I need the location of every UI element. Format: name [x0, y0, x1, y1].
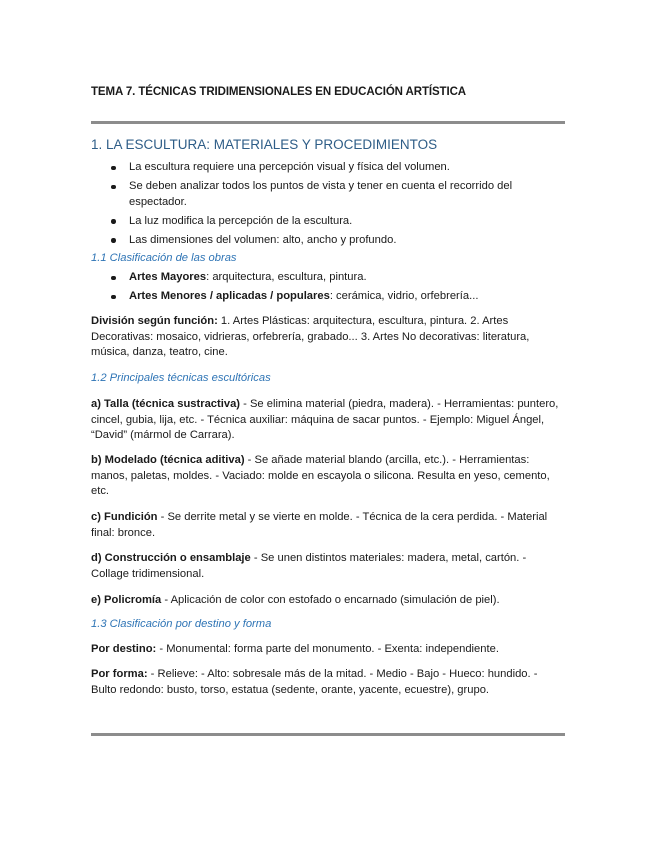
division-term: División según función:	[91, 315, 218, 327]
document-title: TEMA 7. TÉCNICAS TRIDIMENSIONALES EN EDUCACIÓN ARTÍSTICA	[91, 86, 466, 98]
bullet-icon	[111, 219, 116, 224]
division-text: 1. Artes Plásticas: arquitectura, escultura, pintura. 2. Artes Decorativas: mosaico, vidrieras, orfebrería, grabado... 3. Artes No decorativas: literatura, música, danza, teatro, cine.	[91, 315, 530, 358]
technique-text: - Aplicación de color con estofado o encarnado (simulación de piel).	[161, 594, 500, 606]
technique-term: b) Modelado (técnica aditiva)	[91, 454, 245, 466]
list-item	[91, 214, 565, 230]
bullet-icon	[111, 166, 116, 171]
technique-term: d) Construcción o ensamblaje	[91, 552, 251, 564]
bottom-divider	[91, 733, 565, 736]
technique-text: - Se derrite metal y se vierte en molde. - Técnica de la cera perdida. - Material final: bronce.	[91, 511, 548, 539]
classification-list	[91, 270, 565, 305]
technique-term: e) Policromía	[91, 594, 162, 606]
technique-paragraph-policromia	[91, 593, 565, 609]
technique-text: - Se unen distintos materiales: madera, metal, cartón. - Collage tridimensional.	[91, 552, 527, 580]
list-item-text: : cerámica, vidrio, orfebrería...	[329, 290, 479, 302]
bullet-icon	[111, 276, 116, 281]
list-item-text: La escultura requiere una percepción visual y física del volumen.	[129, 161, 450, 173]
subsection-1-1-heading: 1.1 Clasificación de las obras	[91, 252, 237, 264]
bullet-icon	[111, 238, 116, 243]
technique-paragraph-construccion	[91, 551, 565, 582]
list-item	[91, 160, 565, 176]
destino-text: - Monumental: forma parte del monumento. - Exenta: independiente.	[156, 643, 499, 655]
section-1-heading: 1. LA ESCULTURA: MATERIALES Y PROCEDIMIENTOS	[91, 137, 438, 152]
destino-term: Por destino:	[91, 643, 157, 655]
list-item-term: Artes Mayores	[129, 271, 207, 283]
technique-paragraph-fundicion	[91, 510, 565, 541]
bullet-icon	[111, 295, 116, 300]
technique-term: c) Fundición	[91, 511, 158, 523]
list-item-text: : arquitectura, escultura, pintura.	[206, 271, 367, 283]
subsection-1-2-heading: 1.2 Principales técnicas escultóricas	[91, 372, 271, 384]
forma-term: Por forma:	[91, 668, 148, 680]
technique-paragraph-modelado	[91, 453, 565, 500]
technique-term: a) Talla (técnica sustractiva)	[91, 398, 241, 410]
destino-paragraph	[91, 642, 565, 658]
technique-text: - Se añade material blando (arcilla, etc.). - Herramientas: manos, paletas, moldes. - Vaciado: molde en escayola o silicona. Resulta en yeso, cemento, etc.	[91, 454, 550, 497]
list-item-term: Artes Menores / aplicadas / populares	[129, 290, 330, 302]
technique-paragraph-talla	[91, 397, 565, 444]
list-item	[91, 289, 565, 305]
list-item-text: Las dimensiones del volumen: alto, ancho y profundo.	[129, 233, 397, 246]
list-item	[91, 233, 565, 249]
technique-text: - Se elimina material (piedra, madera). - Herramientas: puntero, cincel, gubia, lija, etc. - Técnica auxiliar: máquina de sacar puntos. - Ejemplo: Miguel Ángel, “David” (mármol de Carrara).	[91, 398, 559, 441]
bullet-icon	[111, 185, 116, 190]
division-paragraph	[91, 314, 565, 361]
list-item-text: La luz modifica la percepción de la escultura.	[129, 214, 353, 227]
list-item-text: Se deben analizar todos los puntos de vista y tener en cuenta el recorrido del espectador.	[129, 180, 513, 208]
forma-paragraph	[91, 667, 565, 698]
list-item	[91, 179, 565, 210]
section-1-bullet-list	[91, 160, 565, 248]
forma-text: - Relieve: - Alto: sobresale más de la mitad. - Medio - Bajo - Hueco: hundido. - Bulto redondo: busto, torso, estatua (sedente, orante, yacente, ecuestre), grupo.	[91, 668, 538, 696]
subsection-1-3-heading: 1.3 Clasificación por destino y forma	[91, 618, 272, 630]
list-item	[91, 270, 565, 286]
top-divider	[91, 121, 565, 124]
